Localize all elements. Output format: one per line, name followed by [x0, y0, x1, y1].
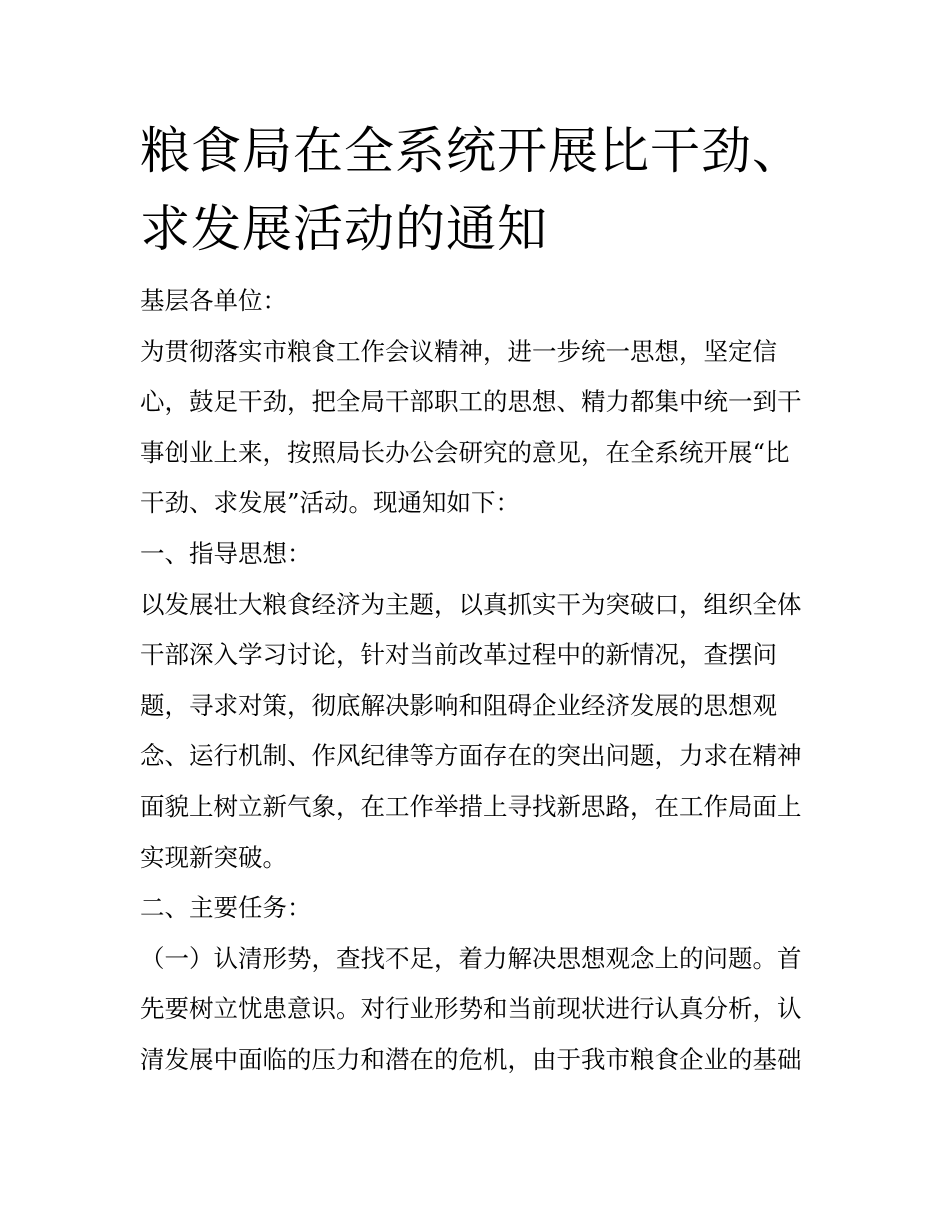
document-body — [140, 276, 815, 1086]
document-title: 粮食局在全系统开展比干劲、 求发展活动的通知 — [140, 122, 803, 258]
main-tasks-paragraph: （一）认清形势，查找不足，着力解决思想观念上的问题。首 先要树立忧患意识。对行业形势和当前现状进行认真分析，认 清发展中面临的压力和潜在的危机，由于我市粮食企业的基础 — [140, 943, 802, 1074]
section-heading-guiding-ideology: 一、指导思想： — [140, 538, 312, 568]
salutation: 基层各单位： — [140, 286, 287, 315]
intro-paragraph: 为贯彻落实市粮食工作会议精神，进一步统一思想，坚定信 心，鼓足干劲，把全局干部职工的思想、精力都集中统一到干 事创业上来，按照局长办公会研究的意见，在全系统开展“比 干劲、求发展”活动。现通知如下： — [140, 336, 802, 518]
guiding-ideology-paragraph: 以发展壮大粮食经济为主题，以真抓实干为突破口，组织全体 干部深入学习讨论，针对当前改革过程中的新情况，查摆问 题，寻求对策，彻底解决影响和阻碍企业经济发展的思想观 念、运行机制、作风纪律等方面存在的突出问题，力求在精神 面貌上树立新气象，在工作举措上寻找新思路，在工作局面上 实现新突破。 — [140, 589, 802, 872]
section-heading-main-tasks: 二、主要任务： — [140, 893, 312, 923]
